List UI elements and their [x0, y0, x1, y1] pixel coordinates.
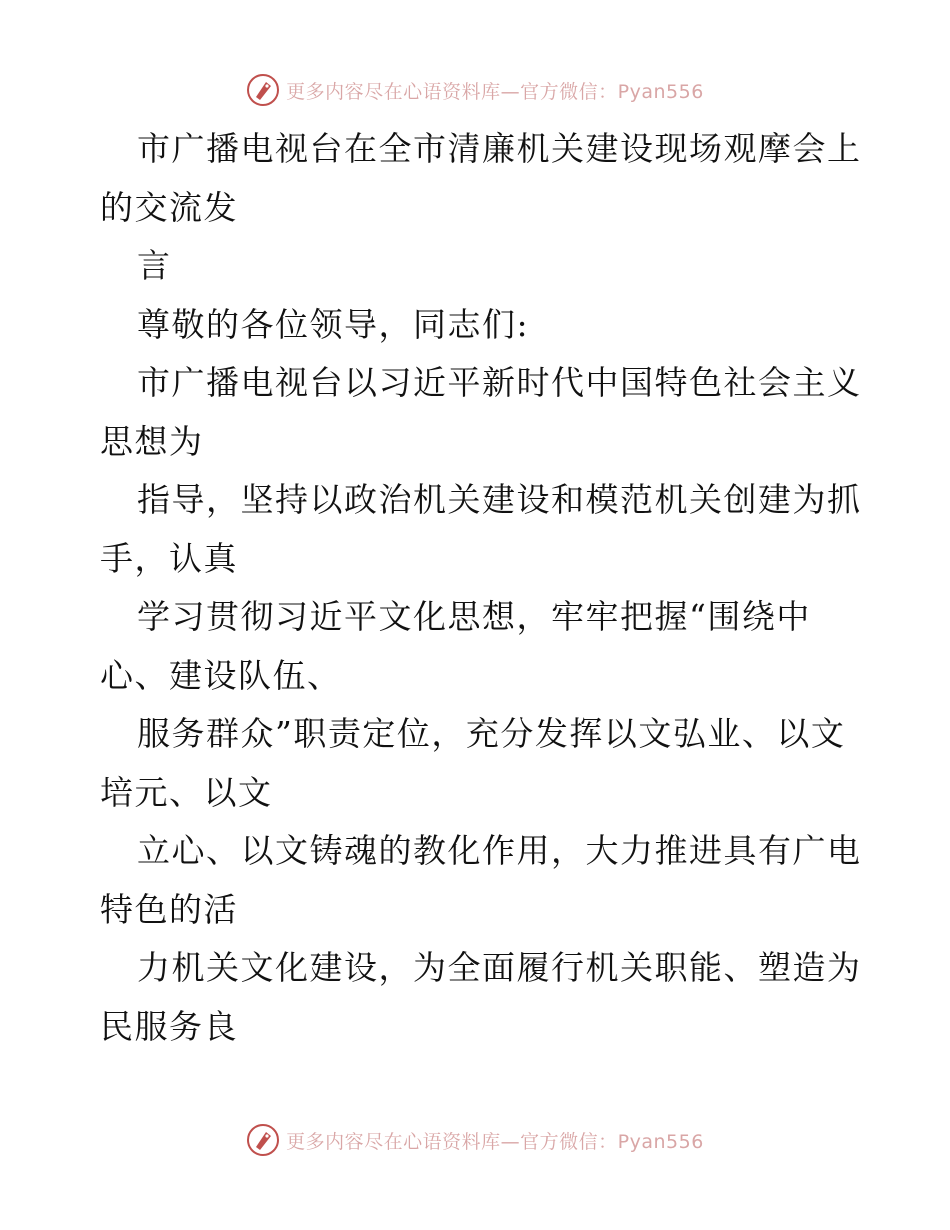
document-title-line-3: 言	[137, 246, 172, 285]
watermark-text: 更多内容尽在心语资料库—官方微信：Pyan556	[286, 80, 704, 103]
salutation: 尊敬的各位领导，同志们:	[137, 304, 530, 344]
paragraph-line: 手，认真	[100, 538, 238, 578]
paragraph-line: 市广播电视台以习近平新时代中国特色社会主义	[137, 363, 862, 402]
paragraph-line: 立心、以文铸魂的教化作用，大力推进具有广电	[137, 831, 862, 870]
paragraph-line: 特色的活	[100, 889, 238, 929]
paragraph-line: 学习贯彻习近平文化思想，牢牢把握“围绕中	[137, 597, 811, 636]
paragraph-line: 思想为	[100, 421, 204, 461]
header-watermark	[0, 70, 950, 110]
footer-watermark	[0, 1120, 950, 1160]
document-title-line-2: 的交流发	[100, 187, 238, 227]
paragraph-line: 力机关文化建设，为全面履行机关职能、塑造为	[137, 948, 862, 987]
paragraph-line: 培元、以文	[100, 772, 273, 812]
document-title-line-1: 市广播电视台在全市清廉机关建设现场观摩会上	[137, 129, 862, 168]
watermark-text: 更多内容尽在心语资料库—官方微信：Pyan556	[286, 1130, 704, 1153]
document-body	[100, 120, 860, 1056]
paragraph-line: 指导，坚持以政治机关建设和模范机关创建为抓	[137, 480, 862, 519]
paragraph-line: 民服务良	[100, 1006, 238, 1046]
paragraph-line: 服务群众”职责定位，充分发挥以文弘业、以文	[137, 714, 846, 753]
paragraph-line: 心、建设队伍、	[100, 655, 342, 695]
pen-nib-seal-icon	[246, 73, 280, 107]
pen-nib-seal-icon	[246, 1123, 280, 1157]
